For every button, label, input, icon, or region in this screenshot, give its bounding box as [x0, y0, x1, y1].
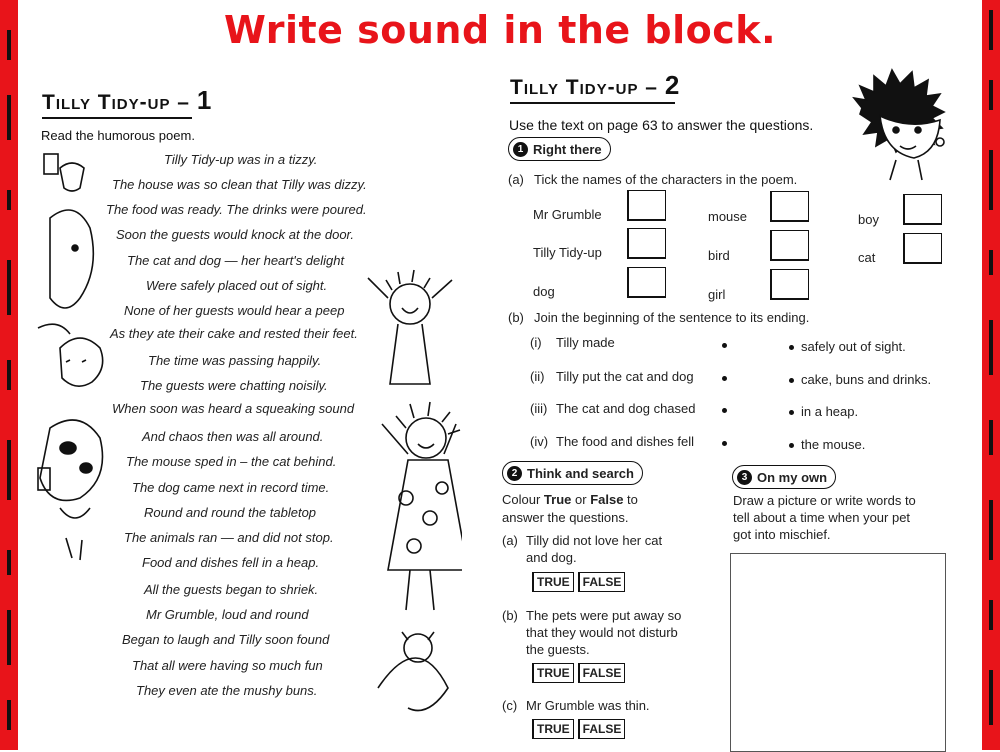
sentence-beginning: Tilly put the cat and dog	[556, 369, 694, 384]
match-dot-left[interactable]	[722, 441, 727, 446]
sentence-ending: cake, buns and drinks.	[801, 372, 932, 387]
tick-box[interactable]	[903, 233, 942, 264]
sentence-ending: the mouse.	[801, 437, 866, 452]
false-button[interactable]: FALSE	[578, 719, 626, 739]
true-false-instruction: Colour True or False to	[502, 492, 638, 507]
tick-box[interactable]	[903, 194, 942, 225]
beginning-number: (ii)	[530, 369, 545, 384]
left-page-title: Tilly Tidy-up – 1	[42, 85, 212, 116]
poem-line: As they ate their cake and rested their feet.	[110, 326, 358, 341]
poem-line: The time was passing happily.	[148, 353, 322, 368]
match-dot-left[interactable]	[722, 343, 727, 348]
character-name: girl	[708, 287, 726, 302]
question-a-prefix: (a)	[508, 172, 524, 187]
poem-line: The food was ready. The drinks were poured.	[106, 202, 367, 217]
poem-line: Were safely placed out of sight.	[146, 278, 328, 293]
poem-line: That all were having so much fun	[132, 658, 323, 673]
poem-line: And chaos then was all around.	[142, 429, 324, 444]
tick-box[interactable]	[627, 228, 666, 259]
on-my-own-text: Draw a picture or write words to	[733, 493, 916, 508]
question-line: the guests.	[526, 642, 590, 657]
character-name: Mr Grumble	[533, 207, 602, 222]
drawing-box[interactable]	[730, 553, 946, 752]
section-number: 3	[737, 470, 752, 485]
poem-line: The mouse sped in – the cat behind.	[126, 454, 337, 469]
false-button[interactable]: FALSE	[578, 663, 626, 683]
on-my-own-text: tell about a time when your pet	[733, 510, 911, 525]
match-dot-right[interactable]	[789, 378, 794, 383]
section-number: 2	[507, 466, 522, 481]
tick-box[interactable]	[627, 267, 666, 298]
right-title-text: Tilly Tidy-up	[510, 76, 639, 99]
sentence-beginning: Tilly made	[556, 335, 615, 350]
question-prefix: (b)	[502, 608, 518, 623]
right-title-number: 2	[664, 70, 681, 100]
question-b-prefix: (b)	[508, 310, 524, 325]
sentence-ending: in a heap.	[801, 404, 859, 419]
poem-line: All the guests began to shriek.	[144, 582, 319, 597]
character-name: bird	[708, 248, 730, 263]
match-dot-right[interactable]	[789, 443, 794, 448]
poem-line: Mr Grumble, loud and round	[146, 607, 309, 622]
poem-line: The animals ran — and did not stop.	[124, 530, 334, 545]
match-dot-left[interactable]	[722, 408, 727, 413]
section-think-and-search	[502, 461, 643, 485]
section-label: Right there	[533, 141, 602, 157]
question-line: The pets were put away so	[526, 608, 682, 623]
left-red-border	[0, 0, 18, 750]
character-name: cat	[858, 250, 876, 265]
page-heading: Write sound in the block.	[223, 8, 777, 52]
question-line: and dog.	[526, 550, 577, 565]
section-label: Think and search	[527, 465, 634, 481]
left-page	[24, 60, 492, 750]
match-dot-right[interactable]	[789, 345, 794, 350]
poem-line: Soon the guests would knock at the door.	[116, 227, 355, 242]
cat-and-dog-illustration	[30, 148, 110, 568]
character-name: Tilly Tidy-up	[533, 245, 602, 260]
poem-line: None of her guests would hear a peep	[124, 303, 345, 318]
true-false-buttons	[532, 719, 625, 739]
poem-line: Began to laugh and Tilly soon found	[122, 632, 330, 647]
match-dot-right[interactable]	[789, 410, 794, 415]
sentence-ending: safely out of sight.	[801, 339, 906, 354]
true-button[interactable]: TRUE	[532, 572, 574, 592]
section-right-there	[508, 137, 611, 161]
section-number: 1	[513, 142, 528, 157]
question-b-text: Join the beginning of the sentence to its ending.	[534, 310, 810, 325]
poem-instruction: Read the humorous poem.	[41, 128, 195, 143]
left-title-text: Tilly Tidy-up	[42, 91, 171, 114]
poem-line: Tilly Tidy-up was in a tizzy.	[164, 152, 318, 167]
tick-box[interactable]	[770, 269, 809, 300]
poem-line: The guests were chatting noisily.	[140, 378, 328, 393]
match-dot-left[interactable]	[722, 376, 727, 381]
children-illustration	[358, 268, 462, 728]
question-prefix: (a)	[502, 533, 518, 548]
poem-line: They even ate the mushy buns.	[136, 683, 318, 698]
true-button[interactable]: TRUE	[532, 719, 574, 739]
question-line: that they would not disturb	[526, 625, 678, 640]
beginning-number: (iv)	[530, 434, 549, 449]
beginning-number: (i)	[530, 335, 542, 350]
question-line: Tilly did not love her cat	[526, 533, 663, 548]
poem-line: Round and round the tabletop	[144, 505, 317, 520]
true-false-buttons	[532, 572, 625, 592]
poem-line: The cat and dog — her heart's delight	[127, 253, 345, 268]
beginning-number: (iii)	[530, 401, 548, 416]
questions-instruction: Use the text on page 63 to answer the questions.	[509, 117, 814, 133]
true-button[interactable]: TRUE	[532, 663, 574, 683]
right-page	[492, 60, 974, 750]
false-button[interactable]: FALSE	[578, 572, 626, 592]
poem-line: When soon was heard a squeaking sound	[112, 401, 355, 416]
poem-line: The dog came next in record time.	[132, 480, 330, 495]
poem-line: The house was so clean that Tilly was dizzy.	[112, 177, 367, 192]
true-false-instruction-line2: answer the questions.	[502, 510, 629, 525]
poem-line: Food and dishes fell in a heap.	[142, 555, 320, 570]
left-title-number: 1	[196, 85, 213, 115]
sentence-beginning: The cat and dog chased	[556, 401, 696, 416]
girl-face-illustration	[852, 64, 952, 182]
tick-box[interactable]	[770, 191, 809, 222]
section-label: On my own	[757, 469, 828, 485]
sentence-beginning: The food and dishes fell	[556, 434, 695, 449]
question-a-text: Tick the names of the characters in the poem.	[534, 172, 798, 187]
tick-box[interactable]	[627, 190, 666, 221]
character-name: mouse	[708, 209, 748, 224]
character-name: dog	[533, 284, 555, 299]
question-line: Mr Grumble was thin.	[526, 698, 650, 713]
right-red-border	[982, 0, 1000, 750]
character-name: boy	[858, 212, 879, 227]
right-page-title: Tilly Tidy-up – 2	[510, 70, 680, 101]
on-my-own-text: got into mischief.	[733, 527, 831, 542]
header	[0, 0, 1000, 62]
section-on-my-own	[732, 465, 836, 489]
tick-box[interactable]	[770, 230, 809, 261]
true-false-buttons	[532, 663, 625, 683]
question-prefix: (c)	[502, 698, 518, 713]
